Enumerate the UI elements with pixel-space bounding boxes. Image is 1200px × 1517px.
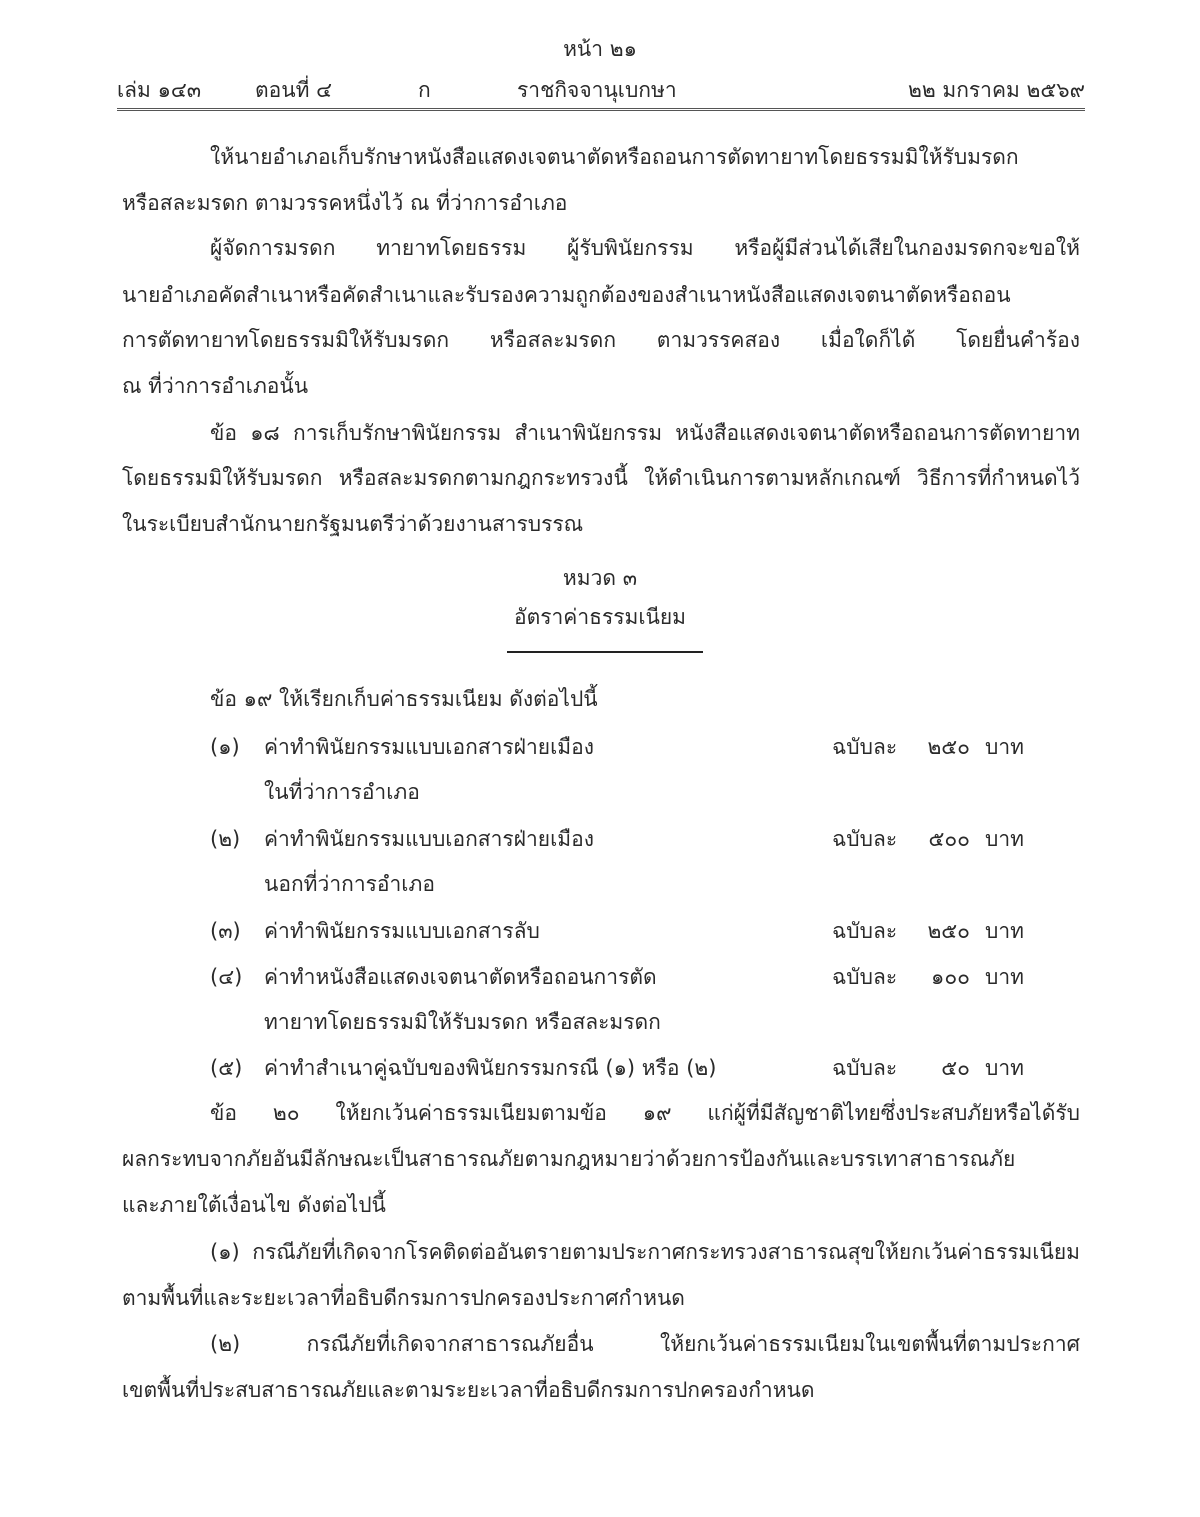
fee-currency: บาท — [985, 1056, 1024, 1080]
fee-unit: ฉบับละ — [832, 827, 898, 851]
chapter-rule — [507, 651, 703, 653]
text-line: ข้อ ๒๐ ให้ยกเว้นค่าธรรมเนียมตามข้อ ๑๙ แก่ผู้ที่มีสัญชาติไทยซึ่งประสบภัยหรือได้รับ — [210, 1101, 1080, 1125]
fee-description: ค่าทำหนังสือแสดงเจตนาตัดหรือถอนการตัด — [264, 965, 657, 989]
clause-19-intro: ข้อ ๑๙ ให้เรียกเก็บค่าธรรมเนียม ดังต่อไปนี้ — [210, 687, 598, 711]
text-line: เขตพื้นที่ประสบสาธารณภัยและตามระยะเวลาที่อธิบดีกรมการปกครองกำหนด — [122, 1378, 815, 1402]
fee-unit: ฉบับละ — [832, 919, 898, 943]
fee-amount: ๒๕๐ — [927, 919, 970, 943]
fee-unit: ฉบับละ — [832, 735, 898, 759]
fee-amount: ๕๐๐ — [928, 827, 970, 851]
fee-currency: บาท — [985, 919, 1024, 943]
fee-number: (๔) — [210, 965, 243, 989]
text-line: ณ ที่ว่าการอำเภอนั้น — [122, 374, 309, 398]
text-line: และภายใต้เงื่อนไข ดังต่อไปนี้ — [122, 1193, 386, 1217]
header-double-rule — [117, 108, 1085, 111]
fee-number: (๓) — [210, 919, 241, 943]
publication-name: ราชกิจจานุเบกษา — [517, 78, 677, 102]
fee-number: (๕) — [210, 1056, 243, 1080]
text-line: โดยธรรมมิให้รับมรดก หรือสละมรดกตามกฎกระทรวงนี้ ให้ดำเนินการตามหลักเกณฑ์ วิธีการที่กำหนดไว้ — [122, 466, 1080, 490]
fee-description: ทายาทโดยธรรมมิให้รับมรดก หรือสละมรดก — [264, 1010, 661, 1034]
text-line: การตัดทายาทโดยธรรมมิให้รับมรดก หรือสละมรดก ตามวรรคสอง เมื่อใดก็ได้ โดยยื่นคำร้อง — [122, 328, 1080, 352]
text-line: (๒) กรณีภัยที่เกิดจากสาธารณภัยอื่น ให้ยกเว้นค่าธรรมเนียมในเขตพื้นที่ตามประกาศ — [210, 1332, 1080, 1356]
publication-date: ๒๒ มกราคม ๒๕๖๙ — [907, 78, 1085, 102]
fee-description: ค่าทำพินัยกรรมแบบเอกสารฝ่ายเมือง — [264, 827, 594, 851]
text-line: หรือสละมรดก ตามวรรคหนึ่งไว้ ณ ที่ว่าการอำเภอ — [122, 191, 568, 215]
fee-unit: ฉบับละ — [832, 1056, 898, 1080]
chapter-number: หมวด ๓ — [562, 566, 638, 590]
text-line: ผู้จัดการมรดก ทายาทโดยธรรม ผู้รับพินัยกรรม หรือผู้มีส่วนได้เสียในกองมรดกจะขอให้ — [210, 236, 1080, 260]
volume-number: เล่ม ๑๔๓ — [117, 78, 202, 102]
fee-currency: บาท — [985, 965, 1024, 989]
text-line: (๑) กรณีภัยที่เกิดจากโรคติดต่ออันตรายตามประกาศกระทรวงสาธารณสุขให้ยกเว้นค่าธรรมเนียม — [210, 1240, 1080, 1264]
fee-description: ค่าทำพินัยกรรมแบบเอกสารฝ่ายเมือง — [264, 735, 594, 759]
text-line: ผลกระทบจากภัยอันมีลักษณะเป็นสาธารณภัยตามกฎหมายว่าด้วยการป้องกันและบรรเทาสาธารณภัย — [122, 1147, 1016, 1171]
chapter-title: อัตราค่าธรรมเนียม — [513, 605, 687, 629]
text-line: ตามพื้นที่และระยะเวลาที่อธิบดีกรมการปกครองประกาศกำหนด — [122, 1286, 685, 1310]
fee-currency: บาท — [985, 735, 1024, 759]
text-line: ข้อ ๑๘ การเก็บรักษาพินัยกรรม สำเนาพินัยกรรม หนังสือแสดงเจตนาตัดหรือถอนการตัดทายาท — [210, 421, 1080, 445]
fee-amount: ๕๐ — [941, 1056, 970, 1080]
text-line: ในระเบียบสำนักนายกรัฐมนตรีว่าด้วยงานสารบรรณ — [122, 512, 584, 536]
fee-number: (๒) — [210, 827, 241, 851]
section-letter: ก — [418, 78, 431, 102]
fee-amount: ๑๐๐ — [931, 965, 970, 989]
fee-description: นอกที่ว่าการอำเภอ — [264, 872, 435, 896]
fee-number: (๑) — [210, 735, 240, 759]
fee-currency: บาท — [985, 827, 1024, 851]
page-number: หน้า ๒๑ — [563, 37, 637, 61]
text-line: นายอำเภอคัดสำเนาหรือคัดสำเนาและรับรองความถูกต้องของสำเนาหนังสือแสดงเจตนาตัดหรือถอน — [122, 283, 1011, 307]
fee-description: ค่าทำพินัยกรรมแบบเอกสารลับ — [264, 919, 540, 943]
part-number: ตอนที่ ๔ — [255, 78, 333, 102]
fee-description: ค่าทำสำเนาคู่ฉบับของพินัยกรรมกรณี (๑) หรือ (๒) — [264, 1056, 717, 1080]
fee-description: ในที่ว่าการอำเภอ — [264, 780, 420, 804]
text-line: ให้นายอำเภอเก็บรักษาหนังสือแสดงเจตนาตัดหรือถอนการตัดทายาทโดยธรรมมิให้รับมรดก — [210, 145, 1019, 169]
fee-amount: ๒๕๐ — [927, 735, 970, 759]
fee-unit: ฉบับละ — [832, 965, 898, 989]
